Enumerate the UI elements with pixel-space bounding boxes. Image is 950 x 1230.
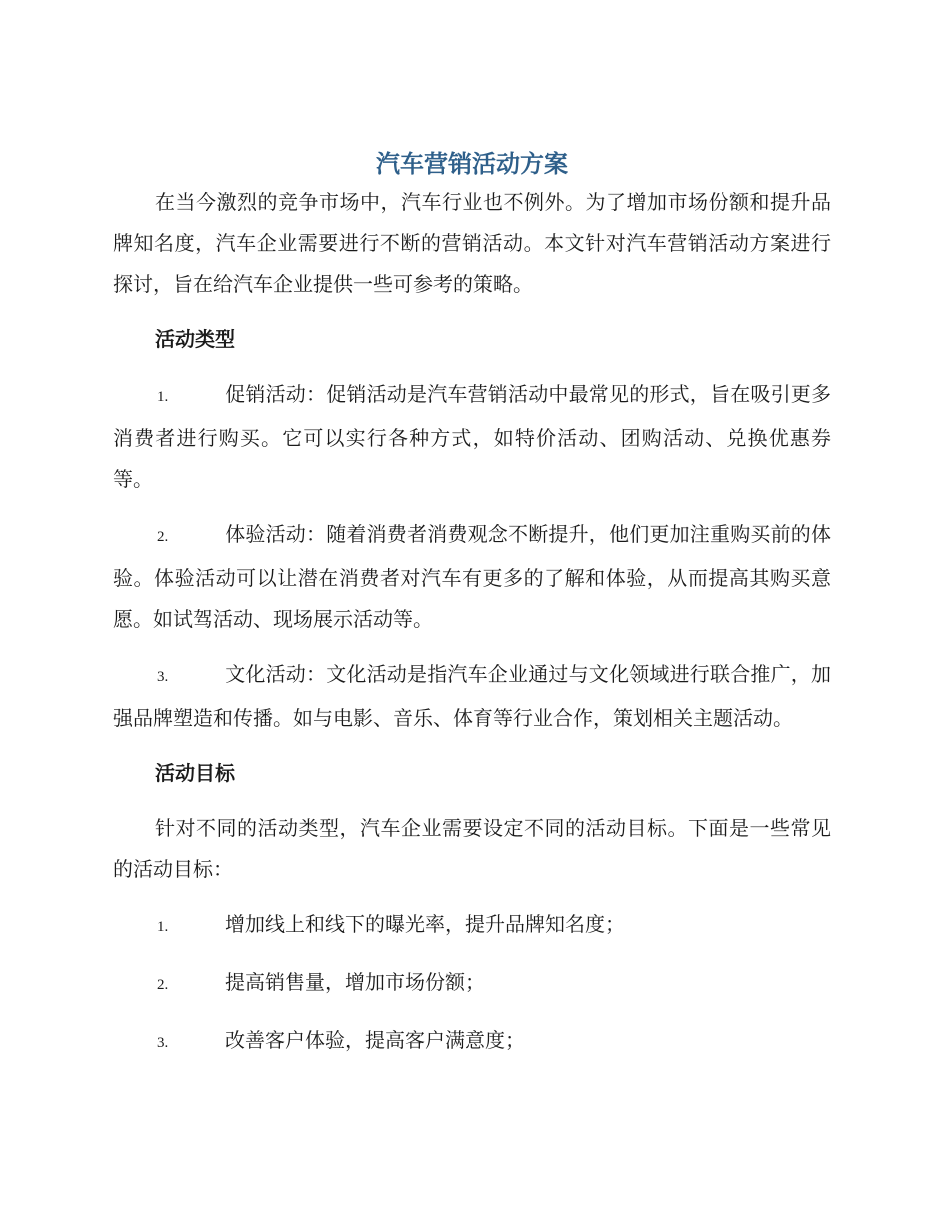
list-number: 1. xyxy=(157,919,169,935)
list-item-text: 体验活动：随着消费者消费观念不断提升，他们更加注重购买前的体验。体验活动可以让潜在消费者对汽车有更多的了解和体验，从而提高其购买意愿。如试驾活动、现场展示活动等。 xyxy=(113,522,831,631)
goals-intro-paragraph: 针对不同的活动类型，汽车企业需要设定不同的活动目标。下面是一些常见的活动目标： xyxy=(113,816,831,881)
list-number: 1. xyxy=(157,389,169,405)
list-item-text: 提高销售量，增加市场份额； xyxy=(225,970,485,994)
list-number: 2. xyxy=(157,529,169,545)
activity-goals-list xyxy=(113,904,831,1064)
list-item-text: 文化活动：文化活动是指汽车企业通过与文化领域进行联合推广，加强品牌塑造和传播。如与电影、音乐、体育等行业合作，策划相关主题活动。 xyxy=(113,662,831,730)
list-number: 3. xyxy=(157,669,169,685)
document-title: 汽车营销活动方案 xyxy=(376,150,568,178)
list-item xyxy=(113,904,831,948)
list-item xyxy=(113,654,831,739)
activity-types-list xyxy=(113,374,831,739)
document-page xyxy=(113,146,831,1078)
list-number: 2. xyxy=(157,977,169,993)
list-item-text: 促销活动：促销活动是汽车营销活动中最常见的形式，旨在吸引更多消费者进行购买。它可以实行各种方式，如特价活动、团购活动、兑换优惠券等。 xyxy=(113,382,831,491)
section-heading-activity-goals: 活动目标 xyxy=(155,761,235,785)
list-item-text: 增加线上和线下的曝光率，提升品牌知名度； xyxy=(225,912,625,936)
section-heading-activity-types: 活动类型 xyxy=(155,327,235,351)
list-item xyxy=(113,1020,831,1064)
list-item-text: 改善客户体验，提高客户满意度； xyxy=(225,1028,525,1052)
list-number: 3. xyxy=(157,1035,169,1051)
list-item xyxy=(113,514,831,640)
list-item xyxy=(113,962,831,1006)
list-item xyxy=(113,374,831,500)
intro-paragraph: 在当今激烈的竞争市场中，汽车行业也不例外。为了增加市场份额和提升品牌知名度，汽车企业需要进行不断的营销活动。本文针对汽车营销活动方案进行探讨，旨在给汽车企业提供一些可参考的策略。 xyxy=(113,190,831,296)
